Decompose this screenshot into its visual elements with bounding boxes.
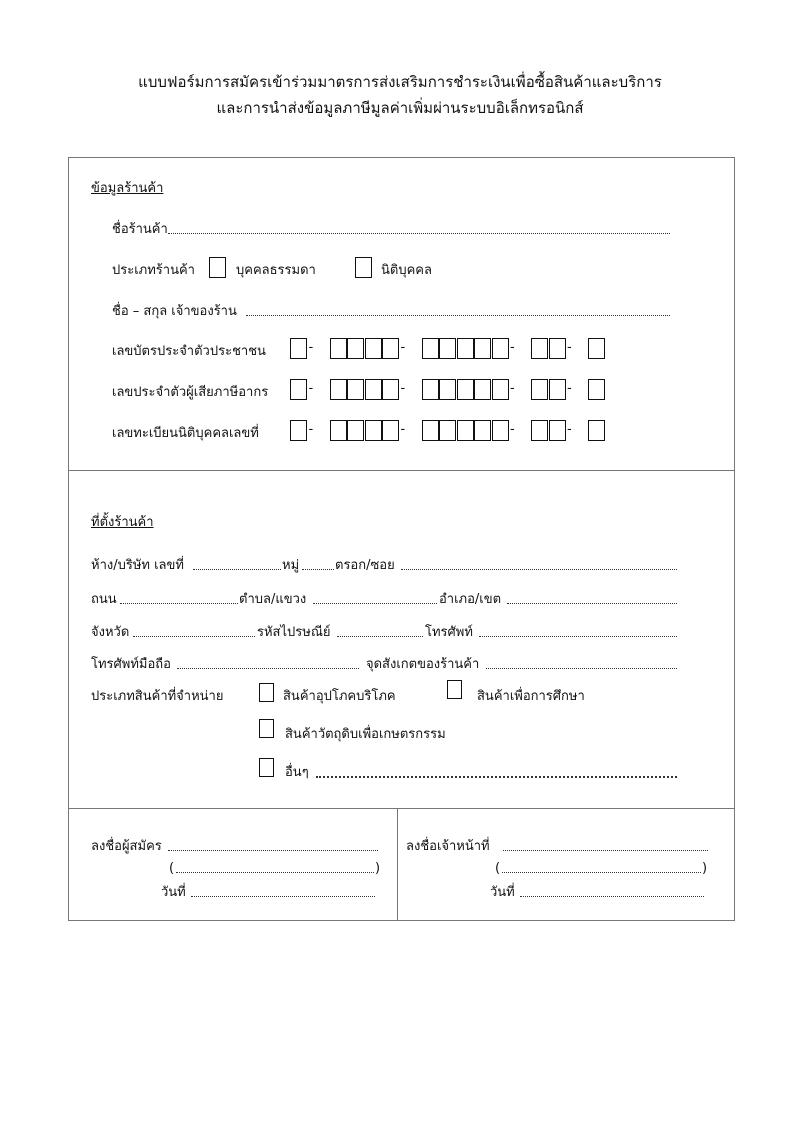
road-label: ถนน bbox=[91, 592, 117, 607]
section-divider-location bbox=[68, 470, 735, 471]
location-heading: ที่ตั้งร้านค้า bbox=[91, 515, 154, 530]
id-digit-box[interactable] bbox=[531, 420, 548, 441]
officer-paren-open: ( bbox=[495, 861, 501, 876]
id-digit-box[interactable] bbox=[347, 379, 364, 400]
moo-field[interactable] bbox=[302, 569, 334, 570]
district-label: อำเภอ/เขต bbox=[439, 592, 502, 607]
id-separator-dash: - bbox=[308, 381, 314, 396]
id-digit-box[interactable] bbox=[549, 379, 566, 400]
id-digit-box[interactable] bbox=[474, 379, 491, 400]
phone-label: โทรศัพท์ bbox=[425, 625, 473, 640]
applicant-sign-field[interactable] bbox=[168, 850, 378, 851]
consumer-goods-checkbox[interactable] bbox=[259, 683, 274, 702]
moo-label: หมู่ bbox=[282, 558, 300, 573]
id-digit-box[interactable] bbox=[290, 379, 307, 400]
officer-date-label: วันที่ bbox=[490, 885, 515, 900]
applicant-date-field[interactable] bbox=[191, 896, 375, 897]
officer-sign-label: ลงชื่อเจ้าหน้าที่ bbox=[406, 839, 490, 854]
id-digit-box[interactable] bbox=[439, 379, 456, 400]
juristic-id-label: เลขทะเบียนนิติบุคคลเลขที่ bbox=[112, 426, 259, 441]
landmark-label: จุดสังเกตของร้านค้า bbox=[366, 657, 480, 672]
id-digit-box[interactable] bbox=[531, 338, 548, 359]
applicant-date-label: วันที่ bbox=[161, 885, 186, 900]
id-digit-box[interactable] bbox=[347, 338, 364, 359]
id-digit-box[interactable] bbox=[588, 338, 605, 359]
soi-field[interactable] bbox=[401, 569, 677, 570]
id-digit-box[interactable] bbox=[439, 420, 456, 441]
id-digit-box[interactable] bbox=[457, 379, 474, 400]
applicant-sign-label: ลงชื่อผู้สมัคร bbox=[91, 839, 162, 854]
signature-divider bbox=[397, 808, 398, 921]
id-separator-dash: - bbox=[510, 422, 515, 437]
id-digit-box[interactable] bbox=[531, 379, 548, 400]
id-digit-box[interactable] bbox=[365, 379, 382, 400]
id-separator-dash: - bbox=[308, 422, 314, 437]
id-digit-box[interactable] bbox=[492, 338, 509, 359]
province-label: จังหวัด bbox=[91, 625, 130, 640]
id-digit-box[interactable] bbox=[330, 420, 347, 441]
id-separator-dash: - bbox=[567, 422, 572, 437]
id-separator-dash: - bbox=[400, 381, 406, 396]
id-digit-box[interactable] bbox=[347, 420, 364, 441]
id-separator-dash: - bbox=[400, 340, 406, 355]
other-goods-field[interactable] bbox=[316, 776, 677, 778]
id-digit-box[interactable] bbox=[330, 338, 347, 359]
shop-name-field[interactable] bbox=[168, 233, 670, 234]
product-type-label: ประเภทสินค้าที่จำหน่าย bbox=[91, 689, 224, 704]
id-digit-box[interactable] bbox=[549, 420, 566, 441]
juristic-option-label: นิติบุคคล bbox=[381, 263, 432, 278]
province-field[interactable] bbox=[133, 636, 255, 637]
landmark-field[interactable] bbox=[486, 668, 677, 669]
id-card-label: เลขบัตรประจำตัวประชาชน bbox=[112, 344, 266, 359]
id-digit-box[interactable] bbox=[422, 338, 439, 359]
id-digit-box[interactable] bbox=[290, 420, 307, 441]
phone-field[interactable] bbox=[479, 636, 677, 637]
id-digit-box[interactable] bbox=[549, 338, 566, 359]
id-separator-dash: - bbox=[308, 340, 314, 355]
agri-materials-label: สินค้าวัตถุดิบเพื่อเกษตรกรรม bbox=[285, 727, 446, 742]
id-digit-box[interactable] bbox=[588, 379, 605, 400]
id-digit-box[interactable] bbox=[492, 420, 509, 441]
id-digit-box[interactable] bbox=[474, 420, 491, 441]
juristic-checkbox[interactable] bbox=[355, 257, 372, 278]
id-separator-dash: - bbox=[510, 381, 515, 396]
postcode-field[interactable] bbox=[337, 636, 423, 637]
tax-id-label: เลขประจำตัวผู้เสียภาษีอากร bbox=[112, 385, 269, 400]
shop-info-heading: ข้อมูลร้านค้า bbox=[91, 181, 164, 196]
district-field[interactable] bbox=[507, 603, 677, 604]
id-digit-box[interactable] bbox=[457, 420, 474, 441]
shop-name-label: ชื่อร้านค้า bbox=[112, 222, 168, 237]
road-field[interactable] bbox=[120, 603, 238, 604]
id-separator-dash: - bbox=[510, 340, 515, 355]
id-digit-box[interactable] bbox=[365, 338, 382, 359]
applicant-paren-open: ( bbox=[169, 861, 175, 876]
id-digit-box[interactable] bbox=[588, 420, 605, 441]
applicant-paren-close: ) bbox=[375, 861, 381, 876]
company-no-field[interactable] bbox=[193, 569, 281, 570]
officer-name-field[interactable] bbox=[502, 872, 701, 873]
owner-name-label: ชื่อ – สกุล เจ้าของร้าน bbox=[112, 304, 237, 319]
id-separator-dash: - bbox=[567, 381, 572, 396]
soi-label: ตรอก/ซอย bbox=[335, 558, 395, 573]
education-goods-checkbox[interactable] bbox=[447, 680, 462, 699]
id-digit-box[interactable] bbox=[474, 338, 491, 359]
other-goods-label: อื่นๆ bbox=[285, 765, 309, 780]
id-digit-box[interactable] bbox=[492, 379, 509, 400]
id-digit-box[interactable] bbox=[365, 420, 382, 441]
postcode-label: รหัสไปรษณีย์ bbox=[257, 625, 331, 640]
id-digit-box[interactable] bbox=[439, 338, 456, 359]
officer-sign-field[interactable] bbox=[503, 850, 708, 851]
agri-materials-checkbox[interactable] bbox=[259, 719, 274, 738]
individual-option-label: บุคคลธรรมดา bbox=[236, 263, 316, 278]
id-digit-box[interactable] bbox=[422, 420, 439, 441]
id-digit-box[interactable] bbox=[382, 379, 399, 400]
shop-type-label: ประเภทร้านค้า bbox=[112, 263, 195, 278]
officer-date-field[interactable] bbox=[520, 896, 704, 897]
id-digit-box[interactable] bbox=[330, 379, 347, 400]
subdistrict-field[interactable] bbox=[313, 603, 437, 604]
mobile-label: โทรศัพท์มือถือ bbox=[91, 657, 171, 672]
owner-name-field[interactable] bbox=[246, 315, 670, 316]
consumer-goods-label: สินค้าอุปโภคบริโภค bbox=[283, 689, 396, 704]
id-digit-box[interactable] bbox=[382, 338, 399, 359]
form-title-line1: แบบฟอร์มการสมัครเข้าร่วมมาตรการส่งเสริมการชำระเงินเพื่อซื้อสินค้าและบริการ bbox=[138, 73, 662, 91]
mobile-field[interactable] bbox=[177, 668, 359, 669]
id-separator-dash: - bbox=[567, 340, 572, 355]
id-separator-dash: - bbox=[400, 422, 406, 437]
id-digit-box[interactable] bbox=[422, 379, 439, 400]
id-digit-box[interactable] bbox=[290, 338, 307, 359]
id-digit-box[interactable] bbox=[382, 420, 399, 441]
applicant-name-field[interactable] bbox=[176, 872, 374, 873]
company-no-label: ห้าง/บริษัท เลขที่ bbox=[91, 558, 184, 573]
officer-paren-close: ) bbox=[702, 861, 708, 876]
id-digit-box[interactable] bbox=[457, 338, 474, 359]
subdistrict-label: ตำบล/แขวง bbox=[239, 592, 307, 607]
section-divider-signature bbox=[68, 808, 735, 809]
form-title-line2: และการนำส่งข้อมูลภาษีมูลค่าเพิ่มผ่านระบบอิเล็กทรอนิกส์ bbox=[216, 99, 584, 117]
education-goods-label: สินค้าเพื่อการศึกษา bbox=[477, 689, 585, 704]
individual-checkbox[interactable] bbox=[209, 257, 226, 278]
other-goods-checkbox[interactable] bbox=[259, 758, 274, 777]
